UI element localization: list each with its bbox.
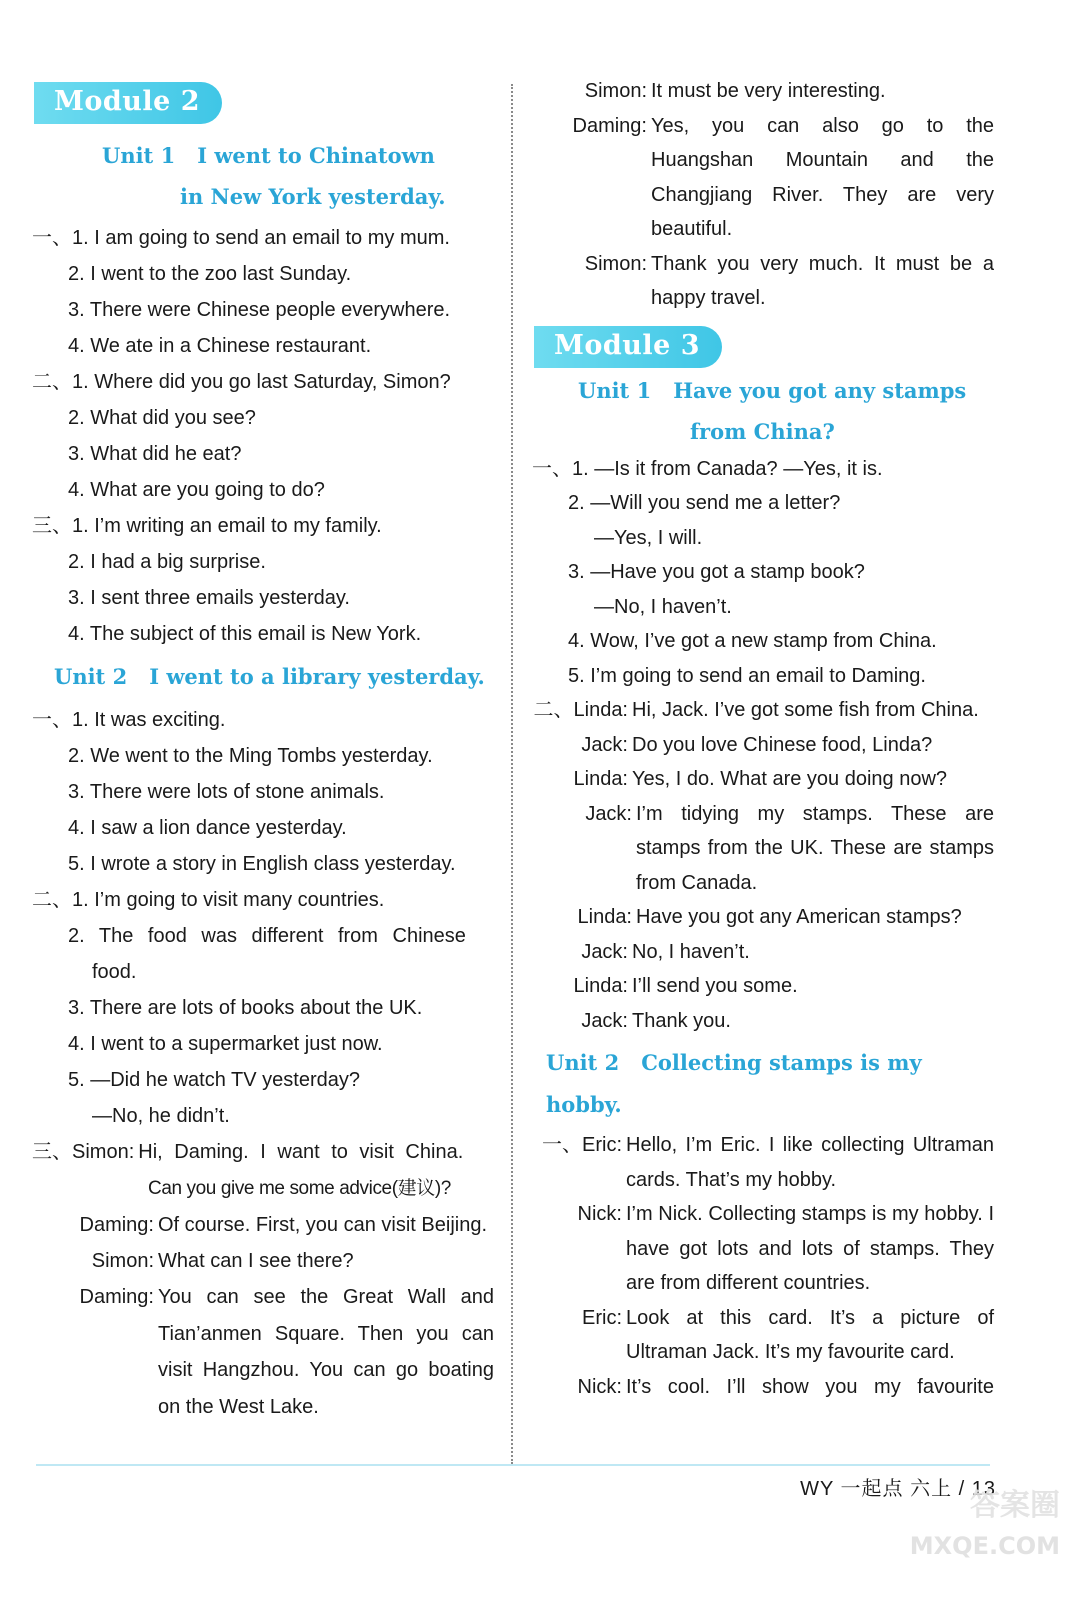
dialogue-line [532,969,994,1004]
module-2-banner [34,82,222,124]
speaker: Simon: [91,1250,154,1272]
dialogue-line [532,900,994,935]
speaker: Daming: [79,1214,154,1236]
unit-title: Collecting stamps is my hobby. [546,1050,922,1117]
answer-line: 4. What are you going to do? [68,479,325,501]
dialogue-line [32,1134,494,1171]
answer-line: 1. I’m writing an email to my family. [72,515,382,537]
dialogue-line [532,797,994,901]
answer-line: 1. I am going to send an email to my mum. [72,227,450,249]
answer-line: 3. —Have you got a stamp book? [568,561,865,583]
speaker: Nick: [577,1203,622,1225]
dialogue-text: I’m tidying my stamps. These are stamps from the UK. These are stamps from Canada. [636,802,994,894]
answer-line: 1. Where did you go last Saturday, Simon? [72,371,451,393]
unit-1-heading-cont: from China? [690,418,835,444]
answer-line: 4. We ate in a Chinese restaurant. [68,335,372,357]
dialogue-text: Yes, you can also go to the Huangshan Mountain and the Changjiang River. They are very beautiful. [651,114,994,240]
section-marker: 一、 [542,1134,582,1156]
dialogue-text: Look at this card. It’s a picture of Ultraman Jack. It’s my favourite card. [626,1306,994,1363]
unit-number: Unit 2 [546,1050,620,1075]
unit-2-heading [54,656,494,698]
speaker [532,1128,626,1197]
dialogue-text: It must be very interesting. [651,80,886,102]
watermark: 答案圈 [970,1488,1060,1523]
section-marker: 二、 [32,889,72,911]
answer-line: 1. —Is it from Canada? —Yes, it is. [572,457,883,480]
dialogue-line [532,74,994,109]
speaker: Linda: [577,906,632,928]
dialogue-line [532,1197,994,1301]
dialogue-text: Can you give me some advice(建议)? [148,1178,451,1199]
answer-line: 1. It was exciting. [72,709,226,731]
dialogue-text: It’s cool. I’ll show you my favourite [626,1375,994,1398]
speaker: Linda: [573,975,628,997]
page-footer: WY 一起点 六上 / 13 [800,1478,996,1500]
answer-line: 2. We went to the Ming Tombs yesterday. [68,745,433,767]
dialogue-line [532,693,994,728]
dialogue-text: Thank you very much. It must be a happy travel. [651,252,994,309]
answer-line: 3. I sent three emails yesterday. [68,587,350,609]
answer-line: 3. There were Chinese people everywhere. [68,299,451,321]
speaker [32,1134,138,1171]
dialogue-line [532,1370,994,1405]
dialogue-line [532,247,994,316]
answer-line: 4. Wow, I’ve got a new stamp from China. [568,630,937,652]
answer-line: 2. The food was different from Chinese [68,925,466,947]
section-2 [532,693,994,1038]
right-column [532,70,994,1404]
dialogue-line [532,1004,994,1039]
unit-2-heading [546,1042,994,1126]
answer-line: 5. —Did he watch TV yesterday? [68,1069,360,1091]
footer-rule [36,1464,990,1466]
dialogue-text: Have you got any American stamps? [636,906,962,928]
answer-line: 5. I’m going to send an email to Daming. [568,664,926,687]
dialogue-text: Do you love Chinese food, Linda? [632,733,933,756]
speaker: Simon: [584,252,647,275]
dialogue-text: Yes, I do. What are you doing now? [632,768,948,790]
speaker-name: Eric: [582,1134,622,1156]
section-2 [32,882,494,1134]
module-3-banner [534,326,722,368]
answer-line: 2. What did you see? [68,407,256,429]
unit-1-heading [102,136,494,176]
dialogue-text: I’m Nick. Collecting stamps is my hobby. I have got lots and lots of stamps. They are from different countries. [626,1203,994,1294]
unit-title: I went to Chinatown [197,143,435,168]
speaker: Jack: [581,1009,628,1032]
speaker: Jack: [581,733,628,756]
answer-line: —Yes, I will. [594,526,703,549]
answer-line: 5. I wrote a story in English class yesterday. [68,853,456,875]
dialogue-text: You can see the Great Wall and Tian’anmen Square. Then you can visit Hangzhou. You can go boating on the West Lake. [158,1286,494,1418]
dialogue-text: I’ll send you some. [632,975,798,997]
dialogue-line [532,728,994,763]
unit-number: Unit 2 [54,664,128,689]
answer-line: 1. I’m going to visit many countries. [72,889,385,911]
module-title: Module 3 [554,329,701,361]
section-1 [32,220,494,364]
answer-line: food. [92,961,137,983]
dialogue-text: Hi, Daming. I want to visit China. [138,1141,464,1163]
dialogue-text: Hi, Jack. I’ve got some fish from China. [632,699,979,721]
section-3 [32,508,494,652]
section-1 [32,702,494,882]
dialogue-line [32,1207,494,1243]
dialogue-text: Of course. First, you can visit Beijing. [158,1214,488,1236]
answer-line: 4. The subject of this email is New York. [68,623,422,645]
section-3-continued [532,74,994,316]
section-marker: 二、 [32,371,72,393]
answer-line: 3. There are lots of books about the UK. [68,997,423,1019]
unit-title: Have you got any stamps [673,377,967,403]
answer-line: 3. What did he eat? [68,443,242,465]
unit-1-heading [578,370,994,412]
speaker: Simon: [584,80,647,102]
dialogue-line [32,1279,494,1425]
watermark-url: MXQE.COM [909,1532,1060,1560]
dialogue-text: What can I see there? [158,1250,354,1272]
answer-line: 2. I went to the zoo last Sunday. [68,263,352,285]
speaker: Daming: [79,1286,154,1308]
section-1 [532,1128,994,1404]
speaker: Eric: [582,1306,622,1329]
unit-title: I went to a library yesterday. [149,664,485,689]
section-marker: 二、 [533,699,574,721]
section-3 [32,1134,494,1425]
dialogue-line [532,762,994,797]
answer-line: 4. I went to a supermarket just now. [68,1033,383,1055]
answer-line: 2. I had a big surprise. [68,551,266,573]
speaker: Jack: [585,802,632,825]
speaker: Daming: [572,114,647,137]
speaker-name: Simon: [72,1141,135,1163]
dialogue-line [532,1301,994,1370]
module-title: Module 2 [54,86,201,117]
answer-line: 4. I saw a lion dance yesterday. [68,817,347,839]
dialogue-text: No, I haven’t. [632,940,750,963]
column-divider [511,84,513,1464]
section-marker: 三、 [32,515,72,537]
section-marker: 一、 [32,227,72,249]
section-marker: 一、 [532,457,572,480]
section-marker: 一、 [32,709,72,731]
unit-1-heading-cont: in New York yesterday. [180,184,446,209]
unit-number: Unit 1 [578,377,652,403]
answer-line: —No, he didn’t. [92,1105,230,1127]
answer-line: 3. There were lots of stone animals. [68,781,385,803]
left-column [32,70,494,1425]
dialogue-line [532,109,994,247]
dialogue-text: Thank you. [632,1009,731,1032]
speaker [532,693,632,728]
speaker: Jack: [581,940,628,963]
dialogue-text: Hello, I’m Eric. I like collecting Ultraman cards. That’s my hobby. [626,1134,994,1191]
speaker: Nick: [577,1375,622,1398]
unit-number: Unit 1 [102,143,176,168]
section-2 [32,364,494,508]
dialogue-line [532,935,994,970]
dialogue-line [532,1128,994,1197]
speaker-name: Linda: [573,699,628,721]
answer-line: 2. —Will you send me a letter? [568,492,841,514]
speaker: Linda: [573,768,628,790]
section-1 [532,452,994,694]
section-marker: 三、 [32,1141,72,1163]
dialogue-line [32,1243,494,1279]
answer-line: —No, I haven’t. [594,595,732,618]
